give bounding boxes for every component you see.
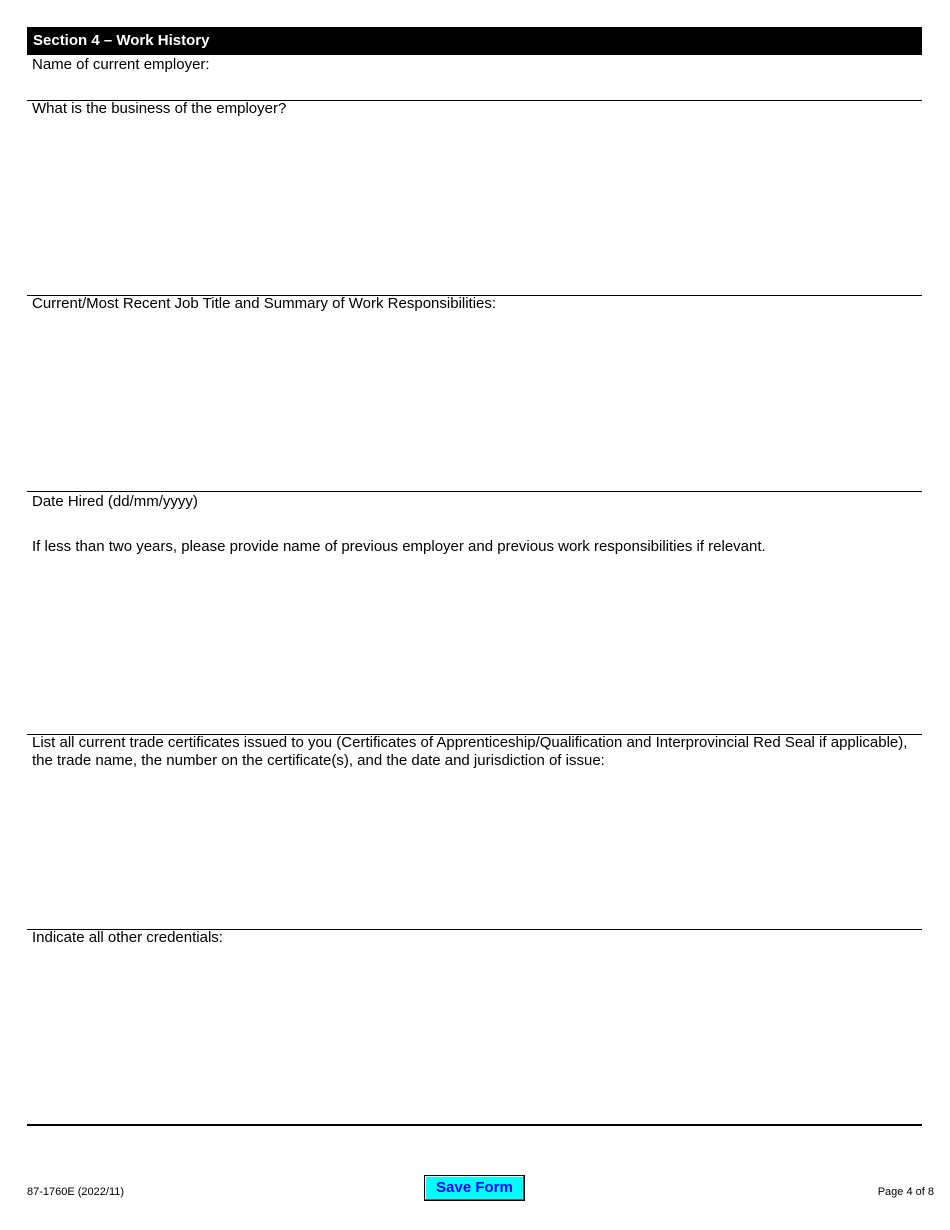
employer-business-field[interactable] (27, 120, 922, 295)
previous-employer-label: If less than two years, please provide name of previous employer and previous work responsibilities if relevant. (32, 538, 766, 555)
date-hired-label: Date Hired (dd/mm/yyyy) (32, 493, 198, 510)
current-employer-field[interactable] (27, 74, 922, 100)
job-title-summary-label: Current/Most Recent Job Title and Summary of Work Responsibilities: (32, 295, 497, 312)
divider (27, 491, 922, 492)
trade-certificates-label: List all current trade certificates issued to you (Certificates of Apprenticeship/Qualification and Interprovincial Red Seal if applicable), the trade name, the number on the certificate(s), and the date and jurisdiction of issue: (32, 734, 908, 769)
other-credentials-label: Indicate all other credentials: (32, 929, 223, 946)
form-code: 87-1760E (2022/11) (27, 1186, 125, 1198)
page-number: Page 4 of 8 (877, 1186, 934, 1198)
section-title: Section 4 – Work History (33, 32, 210, 49)
job-title-summary-field[interactable] (27, 315, 922, 491)
current-employer-label: Name of current employer: (32, 56, 210, 73)
previous-employer-field[interactable] (27, 558, 922, 734)
save-form-button[interactable]: Save Form (424, 1175, 525, 1201)
bottom-rule (27, 1124, 922, 1126)
other-credentials-field[interactable] (27, 949, 922, 1124)
trade-certificates-field[interactable] (27, 772, 922, 929)
date-hired-field[interactable] (27, 512, 922, 536)
section-header (27, 27, 922, 55)
employer-business-label: What is the business of the employer? (32, 100, 287, 117)
